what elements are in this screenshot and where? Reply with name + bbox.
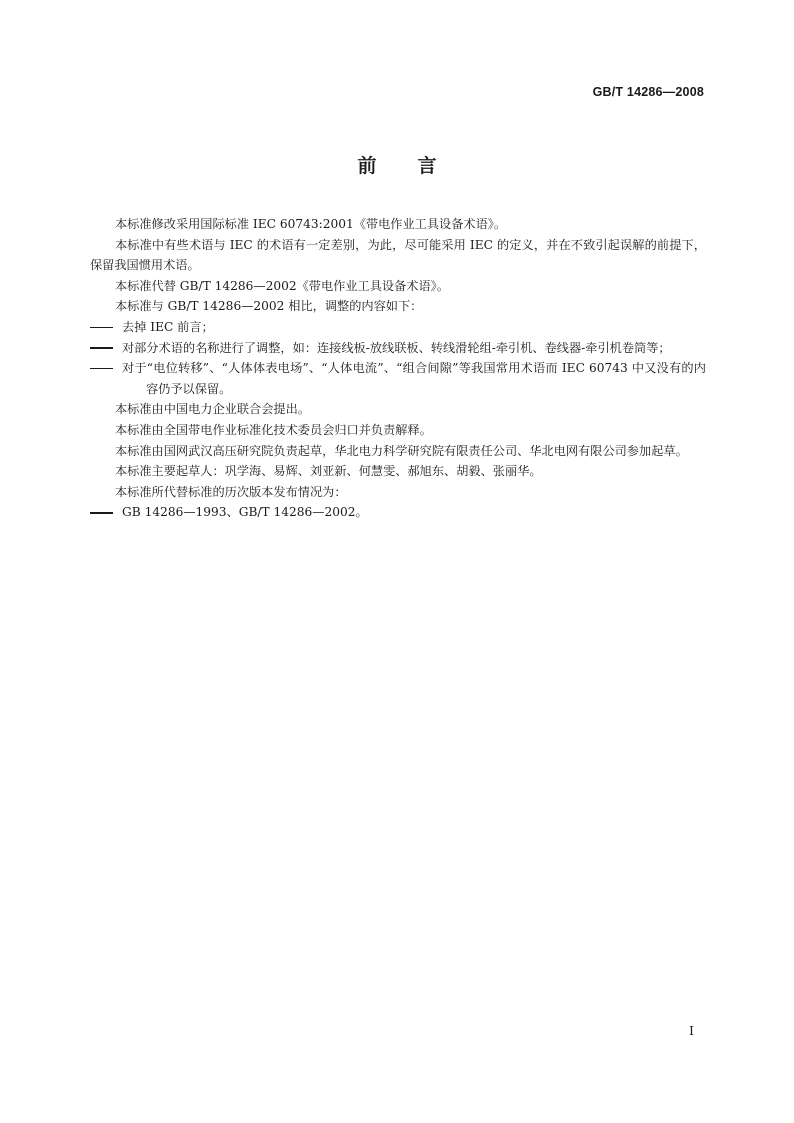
list-item-text: 对于“电位转移”、“人体体表电场”、“人体电流”、“组合间隙”等我国常用术语而 IEC 60743 中又没有的内容仍予以保留。 (122, 361, 706, 396)
paragraph-adoption: 本标准修改采用国际标准 IEC 60743:2001《带电作业工具设备术语》。 (115, 217, 507, 231)
list-item-history (90, 502, 706, 523)
paragraph-proposed-by: 本标准由中国电力企业联合会提出。 (115, 402, 310, 417)
paragraph-replaces: 本标准代替 GB/T 14286—2002《带电作业工具设备术语》。 (115, 278, 449, 293)
paragraph-drafters: 本标准主要起草人：巩学海、易辉、刘亚新、何慧雯、郝旭东、胡毅、张丽华。 (115, 464, 542, 479)
foreword-body (90, 214, 706, 523)
list-item-text: GB 14286—1993、GB/T 14286—2002。 (122, 505, 368, 520)
list-item-change-3 (90, 358, 706, 399)
list-item-text: 去掉 IEC 前言； (122, 319, 214, 334)
list-item-text: 对部分术语的名称进行了调整，如：连接线板-放线联板、转线滑轮组-牵引机、卷线器-牵引机卷筒等； (122, 340, 671, 355)
paragraph-responsible-committee: 本标准由全国带电作业标准化技术委员会归口并负责解释。 (115, 422, 432, 437)
list-item-change-2 (90, 338, 706, 359)
standard-number: GB/T 14286—2008 (592, 85, 704, 99)
paragraph-changes-intro: 本标准与 GB/T 14286—2002 相比，调整的内容如下： (115, 299, 423, 314)
list-item-change-1 (90, 317, 706, 338)
page-number: I (689, 1023, 694, 1038)
paragraph-drafting-units: 本标准由国网武汉高压研究院负责起草，华北电力科学研究院有限责任公司、华北电网有限公司参加起草。 (115, 443, 688, 458)
page-title: 前言 (357, 155, 478, 177)
paragraph-history-intro: 本标准所代替标准的历次版本发布情况为： (115, 484, 347, 499)
paragraph-terminology: 本标准中有些术语与 IEC 的术语有一定差别，为此，尽可能采用 IEC 的定义，并在不致引起误解的前提下，保留我国惯用术语。 (90, 237, 706, 273)
